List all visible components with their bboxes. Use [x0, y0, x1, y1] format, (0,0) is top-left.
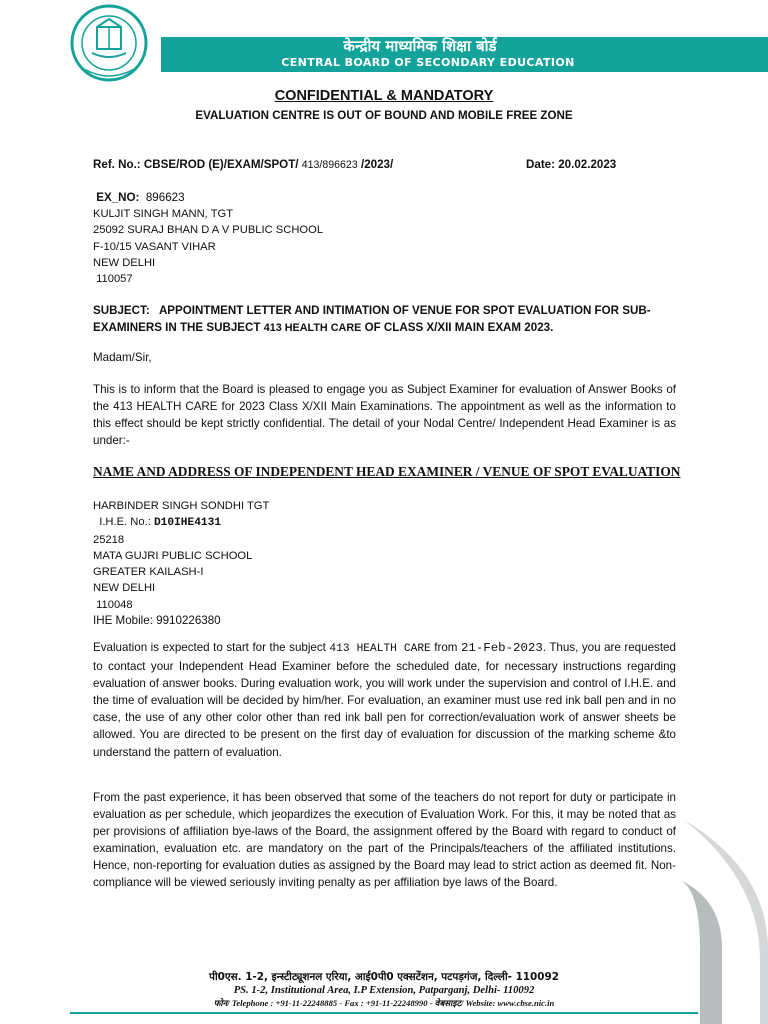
paragraph-engagement: This is to inform that the Board is pleased to engage you as Subject Examiner for evaluation of Answer Books of the 413 HEALTH CARE for 2023 Class X/XII Main Examinations. The appointment as well as the information to this effect should be kept strictly confidential. The detail of your Nodal Centre/ Independent Head Examiner is as under:-: [93, 383, 676, 448]
ihe-heading: NAME AND ADDRESS OF INDEPENDENT HEAD EXAMINER / VENUE OF SPOT EVALUATION: [93, 464, 681, 479]
letter-subject: SUBJECT: APPOINTMENT LETTER AND INTIMATION OF VENUE FOR SPOT EVALUATION FOR SUB-EXAMINERS IN THE SUBJECT 413 HEALTH CARE OF CLASS X/XII MAIN EXAM 2023.: [93, 304, 651, 334]
board-name-english: CENTRAL BOARD OF SECONDARY EDUCATION: [281, 56, 575, 69]
footer-address: पी0एस. 1-2, इन्स्टीट्यूशनल एरिया, आई0पी0 एक्सटेंशन, पटपड़गंज, दिल्ली- 110092 PS. 1-2, Institutional Area, I.P Extension, Patparganj, Delhi- 110092 फोन/ Telephone : +91-11-22248885 - Fax : +91-11-22248990 - वेबसाइट/ Website: www.cbse.nic.in: [209, 971, 559, 1008]
paragraph-schedule: Evaluation is expected to start for the subject 413 HEALTH CARE from 21-Feb-2023. Thus, you are requested to contact your Independent Head Examiner before the scheduled date, for necessary instructions regarding evaluation of answer books. During evaluation work, you will work under the supervision and control of I.H.E. and the time of evaluation will be decided by him/her. For evaluation, an examiner must use red ink ball pen and in no case, the use of any other color other than red ink ball pen for correction/evaluation work of answer sheets be allowed. You are directed to be present on the first day of evaluation for discussion of the marking scheme &to understand the pattern of evaluation.: [93, 641, 676, 759]
salutation: Madam/Sir,: [93, 351, 152, 364]
cbse-logo: [62, 3, 156, 87]
notice-zone: EVALUATION CENTRE IS OUT OF BOUND AND MOBILE FREE ZONE: [195, 109, 573, 122]
reference-number: Ref. No.: CBSE/ROD (E)/EXAM/SPOT/ 413/896623 /2023/: [93, 158, 394, 171]
footer-rule: [70, 1012, 698, 1014]
board-name-hindi: केन्द्रीय माध्यमिक शिक्षा बोर्ड: [343, 37, 497, 55]
examiner-address: EX_NO: 896623 KULJIT SINGH MANN, TGT 25092 SURAJ BHAN D A V PUBLIC SCHOOL F-10/15 VASANT VIHAR NEW DELHI 110057: [93, 191, 324, 286]
paragraph-compliance: From the past experience, it has been observed that some of the teachers do not report for duty or participate in evaluation as per schedule, which jeopardizes the execution of Evaluation Work. For this, it may be noted that as per provisions of affiliation bye-laws of the Board, the assignment offered by the Board with regard to conduct of examination, evaluation etc. are mandatory on the part of the Principals/teachers of the affiliated institutions. Hence, non-reporting for evaluation duties as assigned by the Board may lead to strict action as deemed fit. Non-compliance will be viewed seriously inviting penalty as per affiliation bye laws of the Board.: [93, 791, 676, 890]
letter-date: Date: 20.02.2023: [526, 158, 617, 171]
notice-title: CONFIDENTIAL & MANDATORY: [274, 88, 494, 104]
ihe-details: HARBINDER SINGH SONDHI TGT I.H.E. No.: D10IHE4131 25218 MATA GUJRI PUBLIC SCHOOL GREATER KAILASH-I NEW DELHI 110048 IHE Mobile: 9910226380: [93, 500, 270, 628]
